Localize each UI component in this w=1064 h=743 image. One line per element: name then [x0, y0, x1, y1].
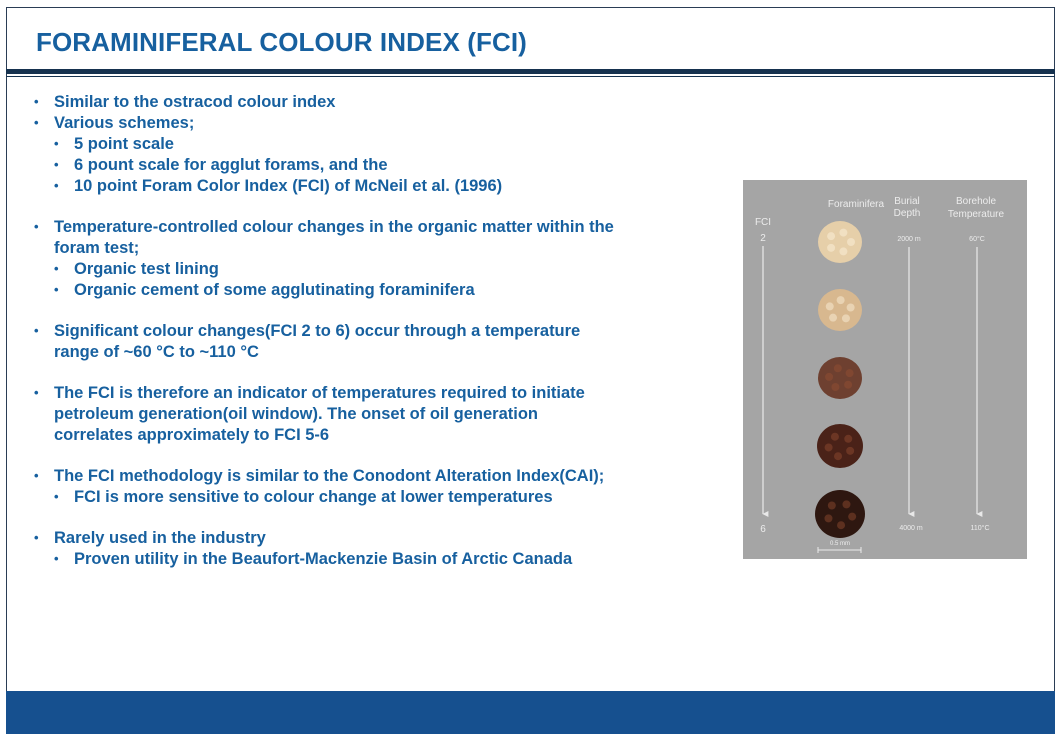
title-divider-thin — [6, 76, 1055, 77]
specimen-texture — [839, 247, 847, 255]
specimen-texture — [829, 314, 837, 322]
fci-start-value: 2 — [760, 233, 766, 244]
temp-end-value: 110°C — [970, 525, 990, 532]
specimen-texture — [837, 521, 845, 529]
fci-figure — [743, 180, 1027, 559]
sub-bullet-item: • 10 point Foram Color Index (FCI) of McNeil et al. (1996) — [54, 176, 714, 197]
specimen-texture — [842, 314, 850, 322]
sub-bullet-item: • Organic test lining — [54, 259, 714, 280]
burial-depth-label-2: Depth — [893, 208, 921, 219]
foram-specimen — [818, 221, 862, 263]
depth-end-value: 4000 m — [899, 525, 923, 532]
title-divider-thick — [6, 69, 1055, 74]
footer-bar — [6, 691, 1055, 734]
temp-start-value: 60°C — [969, 236, 985, 243]
specimen-texture — [847, 238, 855, 246]
specimen-series — [815, 221, 865, 538]
bullet-continuation: correlates approximately to FCI 5-6 — [54, 426, 330, 444]
foraminifera-column-label: Foraminifera — [827, 199, 885, 210]
sub-bullet-item: • Organic cement of some agglutinating foraminifera — [54, 280, 714, 301]
fci-end-value: 6 — [760, 524, 766, 535]
depth-start-value: 2000 m — [897, 236, 921, 243]
foram-specimen — [815, 490, 865, 538]
fci-figure-graphic — [743, 180, 1027, 559]
specimen-texture — [825, 373, 833, 381]
bullet-item: • The FCI methodology is similar to the Conodont Alteration Index(CAI); — [34, 466, 714, 487]
sub-bullet-item: • FCI is more sensitive to colour change at lower temperatures — [54, 487, 714, 508]
specimen-texture — [827, 244, 835, 252]
specimen-texture — [825, 443, 833, 451]
borehole-temperature-label-2: Temperature — [947, 209, 1005, 220]
bullet-item: • Significant colour changes(FCI 2 to 6) occur through a temperature — [34, 321, 714, 342]
specimen-texture — [826, 302, 834, 310]
fci-column-label: FCI — [754, 217, 772, 228]
bullet-item: • Similar to the ostracod colour index — [34, 92, 714, 113]
specimen-texture — [828, 501, 836, 509]
specimen-texture — [831, 383, 839, 391]
specimen-texture — [844, 435, 852, 443]
bullet-item: • The FCI is therefore an indicator of temperatures required to initiate — [34, 383, 714, 404]
specimen-texture — [824, 514, 832, 522]
sub-bullet-item: • 5 point scale — [54, 134, 714, 155]
sub-bullet-item: • Proven utility in the Beaufort-Mackenzie Basin of Arctic Canada — [54, 549, 714, 570]
specimen-texture — [834, 452, 842, 460]
foram-specimen — [817, 424, 863, 468]
bullet-item: • Temperature-controlled colour changes in the organic matter within the — [34, 217, 714, 238]
borehole-temperature-label-1: Borehole — [955, 196, 997, 207]
bullet-list — [34, 92, 714, 570]
specimen-texture — [842, 500, 850, 508]
specimen-texture — [844, 381, 852, 389]
bullet-item: • Rarely used in the industry — [34, 528, 714, 549]
specimen-texture — [834, 364, 842, 372]
foram-specimen — [818, 357, 862, 399]
sub-bullet-item: • 6 pount scale for agglut forams, and the — [54, 155, 714, 176]
specimen-texture — [847, 303, 855, 311]
specimen-texture — [837, 296, 845, 304]
bullet-continuation: range of ~60 °C to ~110 °C — [54, 343, 259, 361]
foram-specimen — [818, 289, 862, 331]
specimen-texture — [846, 447, 854, 455]
specimen-texture — [827, 232, 835, 240]
scale-bar-label: 0.5 mm — [829, 541, 851, 547]
specimen-texture — [846, 369, 854, 377]
specimen-texture — [839, 229, 847, 237]
specimen-texture — [831, 433, 839, 441]
bullet-continuation: foram test; — [54, 239, 140, 257]
bullet-continuation: petroleum generation(oil window). The onset of oil generation — [54, 405, 539, 423]
bullet-item: • Various schemes; — [34, 113, 714, 134]
slide-title: FORAMINIFERAL COLOUR INDEX (FCI) — [36, 27, 527, 57]
specimen-texture — [848, 513, 856, 521]
burial-depth-label-1: Burial — [894, 196, 920, 207]
